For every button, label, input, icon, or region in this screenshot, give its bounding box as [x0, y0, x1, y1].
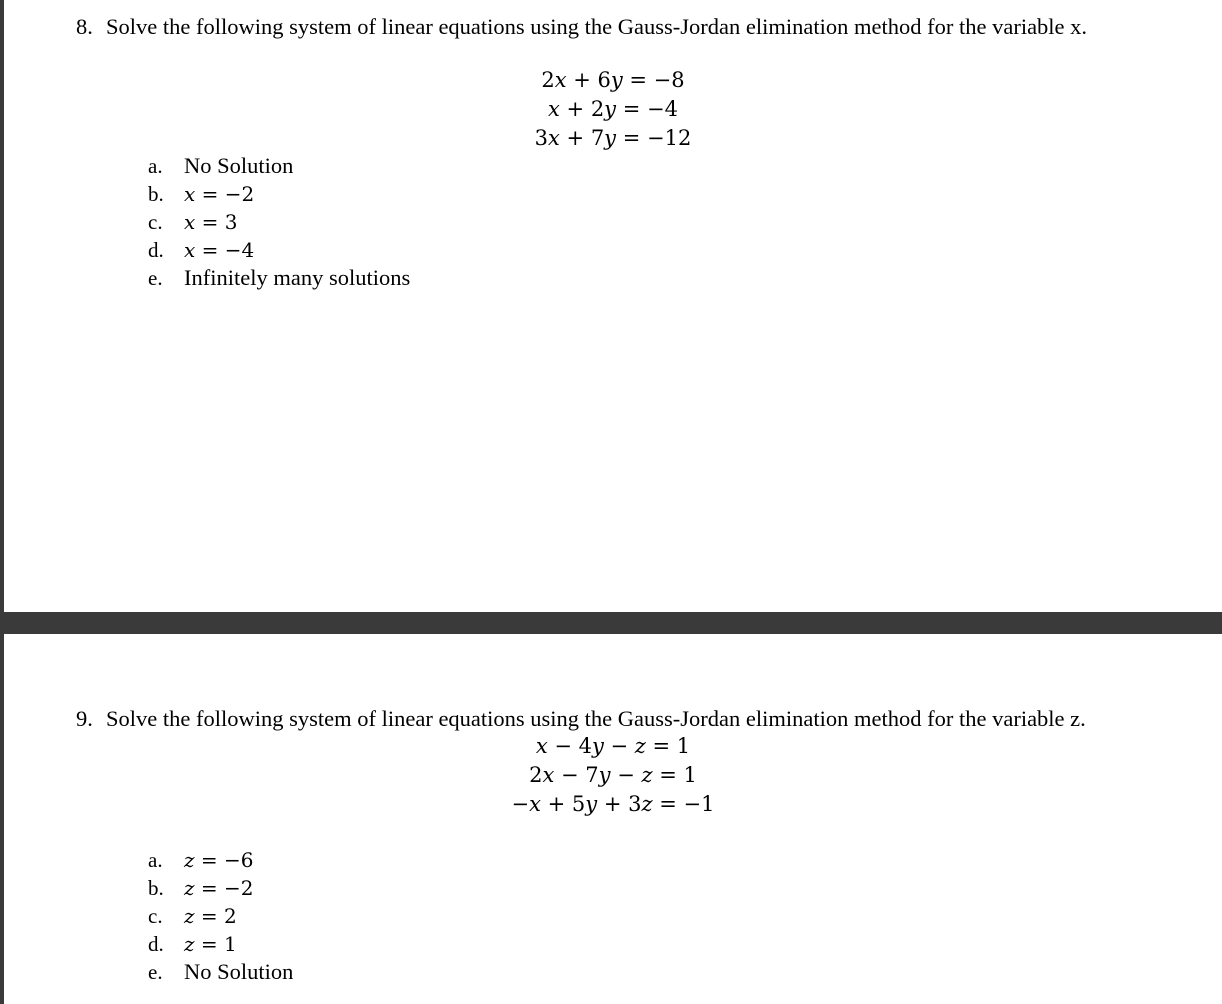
- choice-letter: a.: [148, 848, 163, 872]
- question-9-choices: [148, 846, 293, 986]
- choice-text: 𝑧 = −6: [184, 848, 254, 872]
- choice-b[interactable]: [148, 874, 293, 902]
- choice-text: 𝑧 = −2: [184, 876, 254, 900]
- equation: −𝑥 + 5𝑦 + 3𝑧 = −1: [511, 792, 715, 816]
- choice-a[interactable]: [148, 846, 293, 874]
- question-text: Solve the following system of linear equations using the Gauss-Jordan elimination method for the variable x.: [106, 14, 1088, 39]
- question-text: Solve the following system of linear equations using the Gauss-Jordan elimination method for the variable z.: [106, 706, 1086, 731]
- equation: 2𝑥 − 7𝑦 − 𝑧 = 1: [529, 763, 697, 787]
- choice-e[interactable]: [148, 958, 293, 986]
- question-8-choices: [148, 152, 410, 292]
- choice-text: Infinitely many solutions: [184, 265, 411, 290]
- page-question-9: [4, 634, 1222, 1004]
- choice-letter: a.: [148, 154, 163, 178]
- choice-d[interactable]: [148, 236, 410, 264]
- equation: 2𝑥 + 6𝑦 = −8: [541, 68, 685, 92]
- equation: 3𝑥 + 7𝑦 = −12: [534, 126, 692, 150]
- choice-letter: d.: [148, 932, 164, 956]
- question-8-prompt: [76, 14, 1087, 40]
- choice-text: No Solution: [184, 959, 294, 984]
- question-number: 9.: [76, 706, 93, 731]
- choice-letter: e.: [148, 266, 163, 290]
- choice-letter: d.: [148, 238, 164, 262]
- question-number: 8.: [76, 14, 93, 39]
- choice-e[interactable]: [148, 264, 410, 292]
- choice-letter: c.: [148, 904, 163, 928]
- equation: 𝑥 − 4𝑦 − 𝑧 = 1: [535, 734, 691, 758]
- choice-a[interactable]: [148, 152, 410, 180]
- choice-c[interactable]: [148, 208, 410, 236]
- choice-letter: b.: [148, 876, 164, 900]
- choice-text: 𝑧 = 2: [184, 904, 237, 928]
- page-separator: [0, 612, 1222, 634]
- question-9-prompt: [76, 706, 1086, 732]
- choice-text: 𝑥 = −4: [184, 238, 255, 262]
- choice-letter: c.: [148, 210, 163, 234]
- question-9-equations: [4, 732, 1222, 819]
- choice-text: 𝑥 = 3: [184, 210, 238, 234]
- question-8-equations: [4, 66, 1222, 153]
- equation: 𝑥 + 2𝑦 = −4: [548, 97, 678, 121]
- choice-text: 𝑧 = 1: [184, 932, 237, 956]
- page-question-8: [4, 0, 1222, 612]
- choice-c[interactable]: [148, 902, 293, 930]
- choice-text: No Solution: [184, 153, 294, 178]
- choice-letter: e.: [148, 960, 163, 984]
- choice-b[interactable]: [148, 180, 410, 208]
- choice-letter: b.: [148, 182, 164, 206]
- choice-d[interactable]: [148, 930, 293, 958]
- choice-text: 𝑥 = −2: [184, 182, 255, 206]
